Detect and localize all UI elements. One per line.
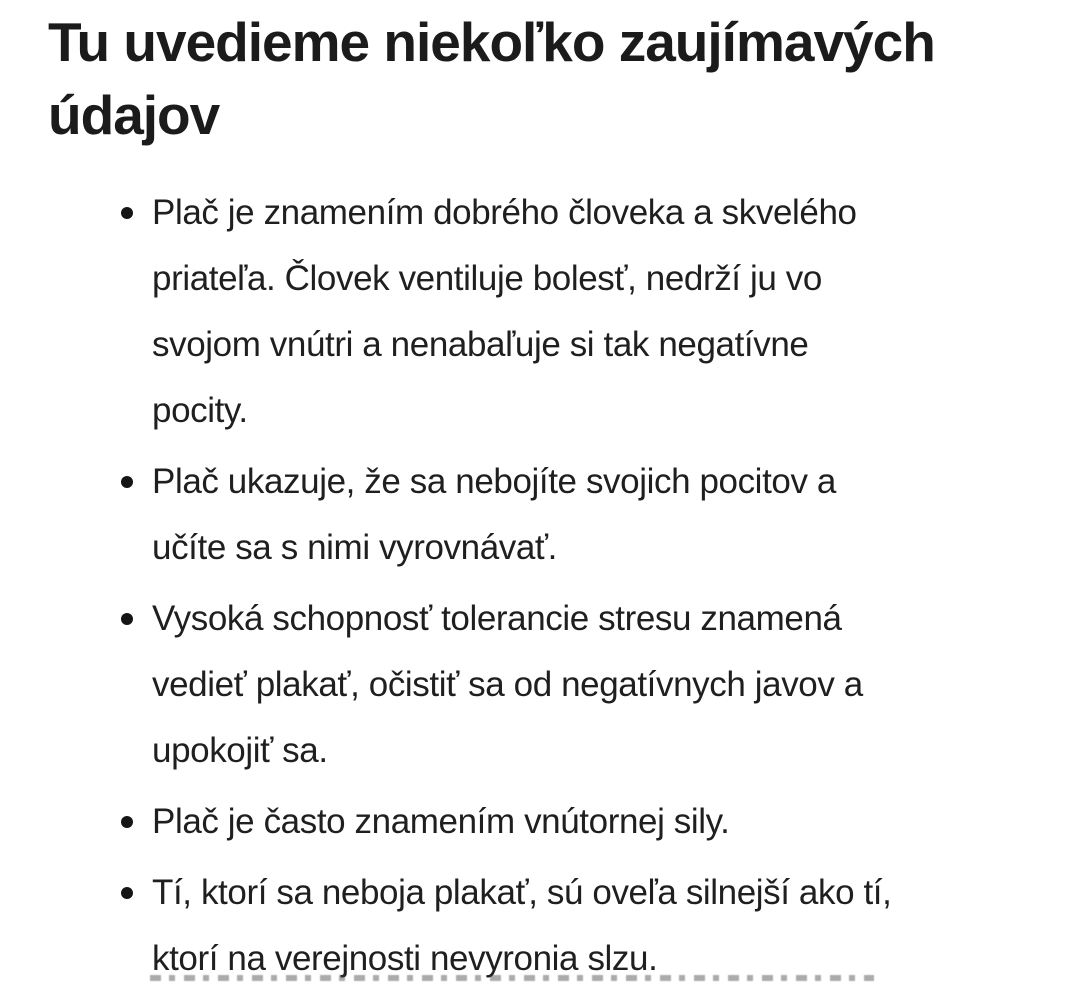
list-item-line: ktorí na verejnosti nevyronia slzu.	[152, 939, 658, 978]
list-item-line: Vysoká schopnosť tolerancie stresu znamená	[152, 599, 842, 638]
list-item	[120, 586, 1080, 784]
bullet-list	[120, 180, 1080, 992]
list-item-line: pocity.	[152, 391, 248, 430]
page-title-line-1: Tu uvedieme niekoľko zaujímavých	[48, 11, 935, 73]
bullet-marker-icon	[121, 613, 133, 625]
list-item-line: Plač ukazuje, že sa nebojíte svojich pocitov a	[152, 462, 836, 501]
list-item-line: učíte sa s nimi vyrovnávať.	[152, 528, 557, 567]
page-title-line-2: údajov	[48, 84, 220, 146]
list-item-line: priateľa. Človek ventiluje bolesť, nedrží ju vo	[152, 259, 822, 298]
list-item	[120, 789, 1080, 855]
bullet-marker-icon	[121, 887, 133, 899]
list-item-line: vedieť plakať, očistiť sa od negatívnych javov a	[152, 665, 863, 704]
list-item	[120, 449, 1080, 581]
bullet-marker-icon	[121, 207, 133, 219]
list-item	[120, 860, 1080, 992]
list-item-line: Plač je často znamením vnútornej sily.	[152, 802, 730, 841]
list-item-line: Plač je znamením dobrého človeka a skvelého	[152, 193, 857, 232]
list-item-line: Tí, ktorí sa neboja plakať, sú oveľa silnejší ako tí,	[152, 873, 892, 912]
bullet-marker-icon	[121, 816, 133, 828]
list-item-line: upokojiť sa.	[152, 731, 328, 770]
bullet-marker-icon	[121, 476, 133, 488]
cropped-next-line	[150, 975, 874, 981]
list-item	[120, 180, 1080, 444]
list-item-line: svojom vnútri a nenabaľuje si tak negatívne	[152, 325, 809, 364]
page-title	[0, 0, 1080, 152]
